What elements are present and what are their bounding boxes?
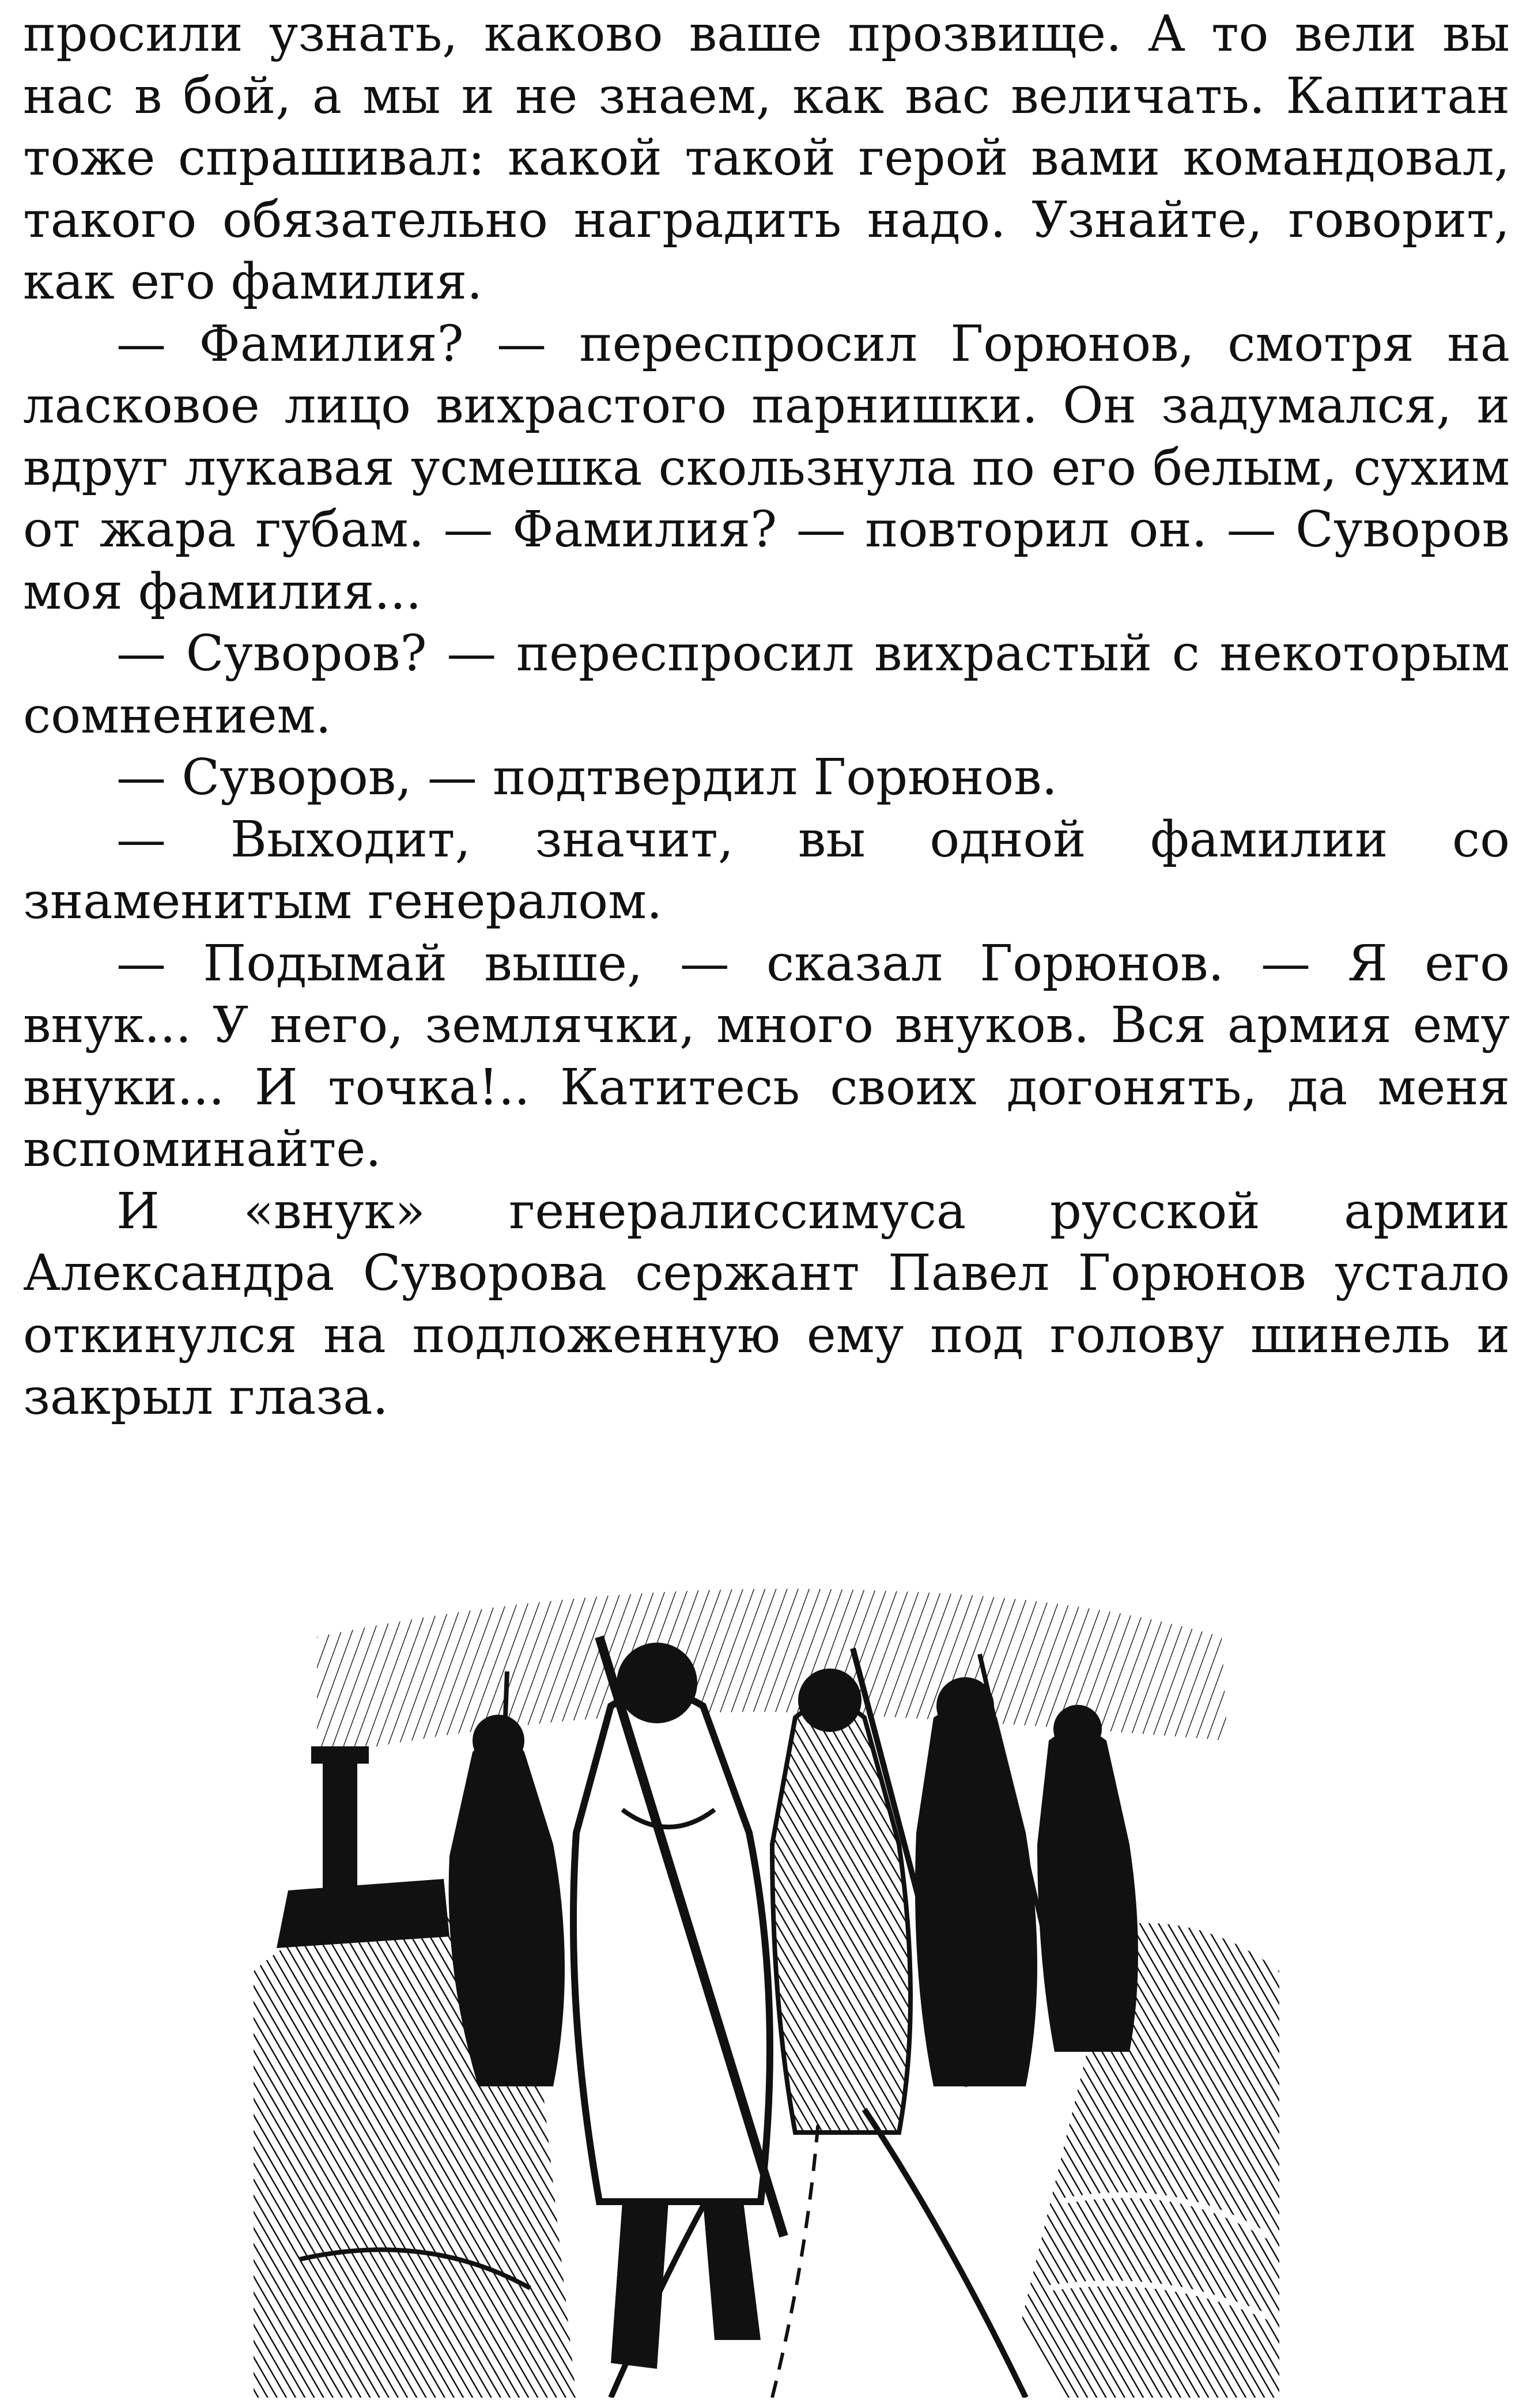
paragraph: — Выходит, значит, вы одной фамилии со знаменитым генералом. — [23, 810, 1510, 930]
soldiers-engraving-image — [254, 1568, 1279, 2398]
paragraph: — Подымай выше, — сказал Горюнов. — Я его внук... У него, землячки, много внуков. Вся армия ему внуки... И точка!.. Катитесь своих догонять, да меня вспоминайте. — [23, 934, 1510, 1178]
soldiers-illustration — [254, 1568, 1279, 2398]
paragraph: — Суворов? — переспросил вихрастый с некоторым сомнением. — [23, 625, 1510, 745]
paragraph: — Фамилия? — переспросил Горюнов, смотря на ласковое лицо вихрастого парнишки. Он задумался, и вдруг лукавая усмешка скользнула по его белым, сухим от жара губам. — Фамилия? — повторил он. — Суворов моя фамилия... — [23, 315, 1510, 621]
story-text — [23, 3, 1510, 1429]
paragraph: — Суворов, — подтвердил Горюнов. — [116, 749, 1057, 806]
paragraph: просили узнать, каково ваше прозвище. А то вели вы нас в бой, а мы и не знаем, как вас величать. Капитан тоже спрашивал: какой такой герой вами командовал, такого обязательно наградить надо. Узнайте, говорит, как его фамилия. — [23, 5, 1510, 311]
paragraph: И «внук» генералиссимуса русской армии Александра Суворова сержант Павел Горюнов устало откинулся на подложенную ему под голову шинель и закрыл глаза. — [23, 1182, 1510, 1426]
